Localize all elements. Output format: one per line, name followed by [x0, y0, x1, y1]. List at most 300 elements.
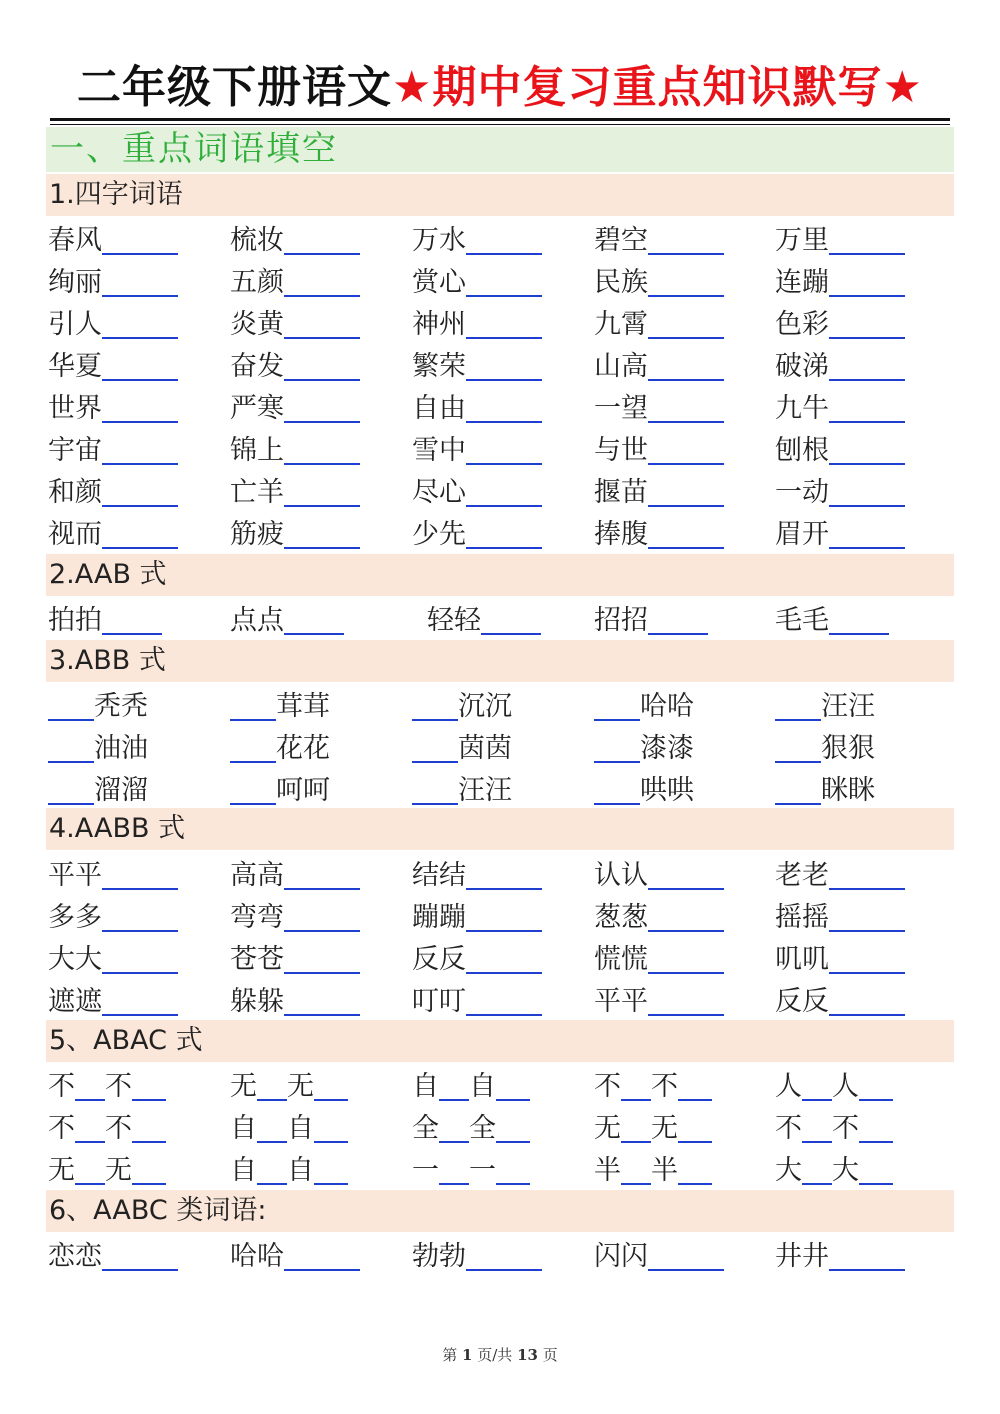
word-text: 一 — [412, 1155, 439, 1186]
word-text: 苍苍 — [230, 944, 284, 975]
word-text: 叽叽 — [775, 944, 829, 975]
word-text: 无 — [594, 1113, 621, 1144]
abac-item — [775, 1063, 893, 1105]
word-text: 万水 — [412, 225, 466, 256]
answer-blank[interactable] — [594, 771, 640, 805]
answer-blank[interactable] — [648, 898, 724, 932]
answer-blank[interactable] — [648, 221, 724, 255]
answer-blank[interactable] — [466, 940, 542, 974]
word-text: 油油 — [94, 733, 148, 764]
answer-blank[interactable] — [412, 687, 458, 721]
answer-blank[interactable] — [257, 1151, 287, 1185]
word-row — [0, 427, 1000, 469]
word-text: 一动 — [775, 477, 829, 508]
answer-blank[interactable] — [284, 221, 360, 255]
word-text: 大 — [775, 1155, 802, 1186]
answer-blank[interactable] — [466, 1237, 542, 1271]
four-char-item — [412, 259, 542, 301]
answer-blank[interactable] — [230, 687, 276, 721]
four-char-item — [230, 301, 360, 343]
abac-item — [230, 1105, 348, 1147]
answer-blank[interactable] — [102, 601, 162, 635]
answer-blank[interactable] — [284, 898, 360, 932]
answer-blank[interactable] — [102, 940, 178, 974]
four-char-item — [230, 511, 360, 553]
word-text: 万里 — [775, 225, 829, 256]
word-text: 秃秃 — [94, 691, 148, 722]
aabc-item — [594, 1233, 724, 1275]
word-row — [0, 511, 1000, 553]
word-text: 不 — [105, 1071, 132, 1102]
four-char-item — [48, 301, 178, 343]
answer-blank[interactable] — [775, 771, 821, 805]
answer-blank[interactable] — [802, 1109, 832, 1143]
answer-blank[interactable] — [466, 431, 542, 465]
answer-blank[interactable] — [678, 1067, 712, 1101]
word-text: 全 — [412, 1113, 439, 1144]
four-char-item — [775, 469, 905, 511]
word-text: 半 — [651, 1155, 678, 1186]
answer-blank[interactable] — [466, 856, 542, 890]
four-char-item — [594, 301, 724, 343]
word-row — [0, 1105, 1000, 1147]
answer-blank[interactable] — [102, 263, 178, 297]
word-text: 大大 — [48, 944, 102, 975]
answer-blank[interactable] — [829, 473, 905, 507]
answer-blank[interactable] — [648, 347, 724, 381]
answer-blank[interactable] — [284, 431, 360, 465]
answer-blank[interactable] — [102, 515, 178, 549]
word-text: 自 — [469, 1071, 496, 1102]
abac-item — [594, 1105, 712, 1147]
word-text: 眯眯 — [821, 775, 875, 806]
four-char-item — [230, 217, 360, 259]
four-char-item — [594, 259, 724, 301]
word-text: 葱葱 — [594, 902, 648, 933]
word-row — [0, 725, 1000, 767]
abac-item — [594, 1147, 712, 1189]
four-char-item — [230, 469, 360, 511]
answer-blank[interactable] — [102, 221, 178, 255]
answer-blank[interactable] — [859, 1109, 893, 1143]
aabb-item — [412, 978, 542, 1020]
answer-blank[interactable] — [284, 601, 344, 635]
four-char-item — [48, 469, 178, 511]
answer-blank[interactable] — [284, 347, 360, 381]
abac-item — [412, 1105, 530, 1147]
aabb-item — [230, 852, 360, 894]
four-char-item — [48, 343, 178, 385]
answer-blank[interactable] — [829, 515, 905, 549]
answer-blank[interactable] — [284, 305, 360, 339]
word-row — [0, 301, 1000, 343]
abac-item — [775, 1147, 893, 1189]
word-text: 弯弯 — [230, 902, 284, 933]
aabb-item — [48, 852, 178, 894]
four-char-item — [594, 385, 724, 427]
heading-abb: 3.ABB 式 — [46, 640, 954, 682]
word-text: 恋恋 — [48, 1241, 102, 1272]
word-text: 茵茵 — [458, 733, 512, 764]
answer-blank[interactable] — [102, 856, 178, 890]
word-text: 不 — [775, 1113, 802, 1144]
abac-item — [48, 1063, 166, 1105]
aabb-item — [230, 936, 360, 978]
answer-blank[interactable] — [132, 1109, 166, 1143]
word-row — [0, 852, 1000, 894]
answer-blank[interactable] — [75, 1151, 105, 1185]
answer-blank[interactable] — [466, 305, 542, 339]
word-text: 反反 — [412, 944, 466, 975]
word-text: 哈哈 — [230, 1241, 284, 1272]
answer-blank[interactable] — [102, 982, 178, 1016]
answer-blank[interactable] — [481, 601, 541, 635]
heading-four-char: 1.四字词语 — [46, 174, 954, 216]
four-char-item — [594, 469, 724, 511]
answer-blank[interactable] — [102, 898, 178, 932]
answer-blank[interactable] — [466, 221, 542, 255]
four-char-item — [412, 469, 542, 511]
abac-item — [775, 1105, 893, 1147]
answer-blank[interactable] — [284, 940, 360, 974]
answer-blank[interactable] — [859, 1151, 893, 1185]
abb-item — [48, 725, 148, 767]
word-text: 亡羊 — [230, 477, 284, 508]
answer-blank[interactable] — [466, 347, 542, 381]
word-text: 自 — [230, 1155, 257, 1186]
answer-blank[interactable] — [802, 1067, 832, 1101]
aabb-item — [230, 978, 360, 1020]
aabc-item — [412, 1233, 542, 1275]
four-char-item — [412, 217, 542, 259]
answer-blank[interactable] — [102, 1237, 178, 1271]
answer-blank[interactable] — [284, 389, 360, 423]
answer-blank[interactable] — [257, 1109, 287, 1143]
word-text: 和颜 — [48, 477, 102, 508]
answer-blank[interactable] — [648, 431, 724, 465]
word-row — [0, 1233, 1000, 1275]
answer-blank[interactable] — [412, 771, 458, 805]
answer-blank[interactable] — [594, 687, 640, 721]
answer-blank[interactable] — [648, 515, 724, 549]
answer-blank[interactable] — [648, 982, 724, 1016]
word-text: 无 — [48, 1155, 75, 1186]
four-char-item — [48, 427, 178, 469]
aabb-item — [412, 852, 542, 894]
word-text: 自 — [287, 1113, 314, 1144]
word-row — [0, 1063, 1000, 1105]
footer-prefix: 第 — [442, 1346, 458, 1364]
word-text: 毛毛 — [775, 605, 829, 636]
word-text: 汪汪 — [458, 775, 512, 806]
word-text: 井井 — [775, 1241, 829, 1272]
answer-blank[interactable] — [829, 389, 905, 423]
heading-aabb: 4.AABB 式 — [46, 808, 954, 850]
word-text: 汪汪 — [821, 691, 875, 722]
word-text: 认认 — [594, 860, 648, 891]
answer-blank[interactable] — [775, 729, 821, 763]
title-highlight: ★期中复习重点知识默写★ — [392, 62, 923, 113]
word-text: 视而 — [48, 519, 102, 550]
word-text: 高高 — [230, 860, 284, 891]
word-text: 人 — [775, 1071, 802, 1102]
word-text: 慌慌 — [594, 944, 648, 975]
answer-blank[interactable] — [75, 1067, 105, 1101]
abb-item — [594, 767, 694, 809]
answer-blank[interactable] — [648, 473, 724, 507]
answer-blank[interactable] — [829, 856, 905, 890]
answer-blank[interactable] — [829, 1237, 905, 1271]
word-text: 雪中 — [412, 435, 466, 466]
answer-blank[interactable] — [648, 940, 724, 974]
word-text: 连蹦 — [775, 267, 829, 298]
abb-item — [412, 725, 512, 767]
answer-blank[interactable] — [678, 1109, 712, 1143]
word-text: 摇摇 — [775, 902, 829, 933]
abb-item — [48, 767, 148, 809]
word-text: 奋发 — [230, 351, 284, 382]
word-text: 九霄 — [594, 309, 648, 340]
answer-blank[interactable] — [466, 515, 542, 549]
four-char-item — [48, 217, 178, 259]
word-text: 绚丽 — [48, 267, 102, 298]
four-char-item — [230, 259, 360, 301]
abac-item — [412, 1063, 530, 1105]
word-text: 不 — [832, 1113, 859, 1144]
answer-blank[interactable] — [284, 473, 360, 507]
answer-blank[interactable] — [314, 1109, 348, 1143]
answer-blank[interactable] — [648, 305, 724, 339]
answer-blank[interactable] — [439, 1109, 469, 1143]
word-text: 不 — [48, 1071, 75, 1102]
footer-page: 1 — [462, 1346, 473, 1364]
abb-item — [412, 683, 512, 725]
aabb-item — [775, 852, 905, 894]
page-title — [50, 60, 950, 116]
word-text: 春风 — [48, 225, 102, 256]
answer-blank[interactable] — [621, 1151, 651, 1185]
word-text: 赏心 — [412, 267, 466, 298]
four-char-item — [412, 511, 542, 553]
abb-item — [48, 683, 148, 725]
aabb-item — [775, 894, 905, 936]
abac-item — [230, 1063, 348, 1105]
word-text: 反反 — [775, 986, 829, 1017]
answer-blank[interactable] — [75, 1109, 105, 1143]
word-text: 炎黄 — [230, 309, 284, 340]
answer-blank[interactable] — [621, 1067, 651, 1101]
word-text: 捧腹 — [594, 519, 648, 550]
word-text: 呵呵 — [276, 775, 330, 806]
aabb-item — [412, 894, 542, 936]
aabb-item — [594, 936, 724, 978]
answer-blank[interactable] — [132, 1151, 166, 1185]
four-char-item — [412, 301, 542, 343]
answer-blank[interactable] — [466, 263, 542, 297]
word-text: 与世 — [594, 435, 648, 466]
abb-item — [775, 683, 875, 725]
answer-blank[interactable] — [439, 1067, 469, 1101]
answer-blank[interactable] — [621, 1109, 651, 1143]
answer-blank[interactable] — [102, 473, 178, 507]
answer-blank[interactable] — [284, 982, 360, 1016]
word-text: 平平 — [594, 986, 648, 1017]
answer-blank[interactable] — [284, 856, 360, 890]
answer-blank[interactable] — [257, 1067, 287, 1101]
word-row — [0, 343, 1000, 385]
four-char-item — [775, 385, 905, 427]
answer-blank[interactable] — [284, 515, 360, 549]
aabb-item — [594, 894, 724, 936]
answer-blank[interactable] — [829, 347, 905, 381]
aab-item — [48, 597, 162, 639]
title-rule-thin — [50, 124, 950, 125]
answer-blank[interactable] — [466, 898, 542, 932]
word-text: 全 — [469, 1113, 496, 1144]
word-row — [0, 217, 1000, 259]
word-text: 哄哄 — [640, 775, 694, 806]
four-char-item — [48, 259, 178, 301]
answer-blank[interactable] — [284, 1237, 360, 1271]
answer-blank[interactable] — [412, 729, 458, 763]
answer-blank[interactable] — [496, 1151, 530, 1185]
answer-blank[interactable] — [48, 687, 94, 721]
word-text: 无 — [230, 1071, 257, 1102]
abb-item — [412, 767, 512, 809]
aabb-item — [48, 978, 178, 1020]
abac-item — [48, 1105, 166, 1147]
four-char-item — [775, 301, 905, 343]
abb-item — [230, 725, 330, 767]
word-text: 华夏 — [48, 351, 102, 382]
answer-blank[interactable] — [102, 305, 178, 339]
four-char-item — [775, 427, 905, 469]
answer-blank[interactable] — [648, 1237, 724, 1271]
answer-blank[interactable] — [102, 431, 178, 465]
word-text: 叮叮 — [412, 986, 466, 1017]
word-row — [0, 385, 1000, 427]
word-text: 碧空 — [594, 225, 648, 256]
four-char-item — [775, 259, 905, 301]
aabb-item — [594, 978, 724, 1020]
four-char-item — [775, 511, 905, 553]
word-text: 哈哈 — [640, 691, 694, 722]
answer-blank[interactable] — [594, 729, 640, 763]
word-text: 色彩 — [775, 309, 829, 340]
answer-blank[interactable] — [466, 389, 542, 423]
aab-item — [775, 597, 889, 639]
word-text: 一望 — [594, 393, 648, 424]
word-row — [0, 767, 1000, 809]
answer-blank[interactable] — [48, 771, 94, 805]
word-text: 锦上 — [230, 435, 284, 466]
four-char-item — [230, 385, 360, 427]
four-char-item — [412, 343, 542, 385]
word-text: 溜溜 — [94, 775, 148, 806]
word-text: 自 — [287, 1155, 314, 1186]
title-main: 二年级下册语文 — [77, 62, 393, 113]
aabb-item — [775, 936, 905, 978]
word-text: 茸茸 — [276, 691, 330, 722]
answer-blank[interactable] — [230, 771, 276, 805]
answer-blank[interactable] — [466, 473, 542, 507]
four-char-item — [48, 385, 178, 427]
four-char-item — [775, 217, 905, 259]
word-text: 漆漆 — [640, 733, 694, 764]
four-char-item — [594, 427, 724, 469]
answer-blank[interactable] — [678, 1151, 712, 1185]
word-text: 无 — [651, 1113, 678, 1144]
answer-blank[interactable] — [775, 687, 821, 721]
answer-blank[interactable] — [132, 1067, 166, 1101]
footer-middle: 页/共 — [477, 1346, 513, 1364]
aabb-item — [48, 936, 178, 978]
abac-item — [48, 1147, 166, 1189]
word-text: 人 — [832, 1071, 859, 1102]
word-text: 山高 — [594, 351, 648, 382]
answer-blank[interactable] — [314, 1151, 348, 1185]
answer-blank[interactable] — [648, 856, 724, 890]
answer-blank[interactable] — [496, 1067, 530, 1101]
footer-total: 13 — [517, 1346, 538, 1364]
word-text: 沉沉 — [458, 691, 512, 722]
aabb-item — [775, 978, 905, 1020]
answer-blank[interactable] — [859, 1067, 893, 1101]
word-text: 狠狠 — [821, 733, 875, 764]
word-text: 不 — [105, 1113, 132, 1144]
answer-blank[interactable] — [829, 898, 905, 932]
word-text: 五颜 — [230, 267, 284, 298]
answer-blank[interactable] — [829, 221, 905, 255]
answer-blank[interactable] — [648, 263, 724, 297]
answer-blank[interactable] — [102, 389, 178, 423]
word-text: 民族 — [594, 267, 648, 298]
title-rule-thick — [50, 118, 950, 121]
word-text: 引人 — [48, 309, 102, 340]
abac-item — [230, 1147, 348, 1189]
aabc-item — [230, 1233, 360, 1275]
abb-item — [594, 683, 694, 725]
answer-blank[interactable] — [829, 305, 905, 339]
word-text: 眉开 — [775, 519, 829, 550]
answer-blank[interactable] — [648, 389, 724, 423]
answer-blank[interactable] — [829, 601, 889, 635]
answer-blank[interactable] — [102, 347, 178, 381]
word-row — [0, 1147, 1000, 1189]
word-text: 结结 — [412, 860, 466, 891]
answer-blank[interactable] — [314, 1067, 348, 1101]
answer-blank[interactable] — [829, 940, 905, 974]
answer-blank[interactable] — [829, 982, 905, 1016]
aabb-item — [48, 894, 178, 936]
answer-blank[interactable] — [829, 431, 905, 465]
word-text: 揠苗 — [594, 477, 648, 508]
answer-blank[interactable] — [284, 263, 360, 297]
answer-blank[interactable] — [230, 729, 276, 763]
answer-blank[interactable] — [648, 601, 708, 635]
four-char-item — [230, 343, 360, 385]
answer-blank[interactable] — [466, 982, 542, 1016]
answer-blank[interactable] — [439, 1151, 469, 1185]
abac-item — [412, 1147, 530, 1189]
answer-blank[interactable] — [829, 263, 905, 297]
word-text: 刨根 — [775, 435, 829, 466]
answer-blank[interactable] — [496, 1109, 530, 1143]
word-text: 梳妆 — [230, 225, 284, 256]
word-text: 一 — [469, 1155, 496, 1186]
answer-blank[interactable] — [48, 729, 94, 763]
answer-blank[interactable] — [802, 1151, 832, 1185]
